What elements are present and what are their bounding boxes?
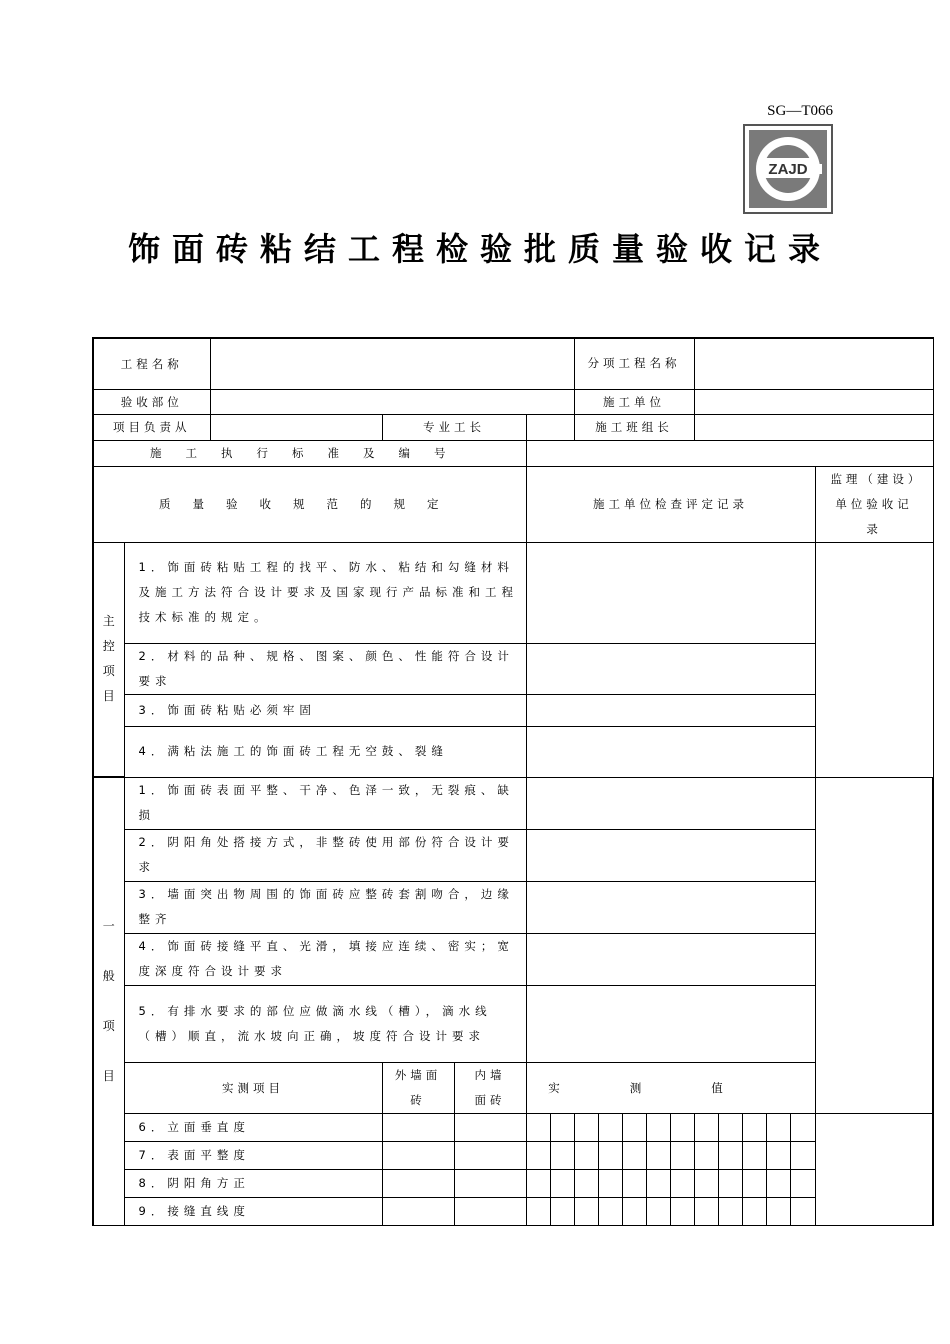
measure-row-1-inner[interactable] bbox=[454, 1113, 526, 1141]
value-cell[interactable] bbox=[790, 1197, 815, 1225]
general-item-3: 3．墙面突出物周围的饰面砖应整砖套割吻合，边缘整齐 bbox=[124, 881, 526, 933]
value-cell[interactable] bbox=[718, 1141, 742, 1169]
value-cell[interactable] bbox=[718, 1169, 742, 1197]
value-cell[interactable] bbox=[550, 1197, 574, 1225]
foreman-field[interactable] bbox=[526, 414, 574, 440]
value-cell[interactable] bbox=[622, 1141, 646, 1169]
value-cell[interactable] bbox=[790, 1169, 815, 1197]
value-cell[interactable] bbox=[670, 1113, 694, 1141]
standard-field[interactable] bbox=[526, 440, 933, 466]
value-cell[interactable] bbox=[598, 1197, 622, 1225]
value-cell[interactable] bbox=[670, 1169, 694, 1197]
project-name-field[interactable] bbox=[210, 338, 574, 389]
value-cell[interactable] bbox=[550, 1169, 574, 1197]
zajd-logo bbox=[743, 124, 833, 214]
team-leader-label: 施工班组长 bbox=[574, 414, 694, 440]
page-title: 饰面砖粘结工程检验批质量验收记录 bbox=[127, 230, 832, 268]
value-cell[interactable] bbox=[574, 1169, 598, 1197]
value-cell[interactable] bbox=[670, 1197, 694, 1225]
value-cell[interactable] bbox=[694, 1197, 718, 1225]
value-cell[interactable] bbox=[598, 1169, 622, 1197]
value-cell[interactable] bbox=[742, 1113, 766, 1141]
project-name-label: 工程名称 bbox=[93, 338, 210, 389]
value-cell[interactable] bbox=[622, 1197, 646, 1225]
outer-wall-header: 外墙面砖 bbox=[382, 1062, 454, 1113]
project-manager-field[interactable] bbox=[210, 414, 382, 440]
value-cell[interactable] bbox=[694, 1113, 718, 1141]
value-cell[interactable] bbox=[766, 1169, 790, 1197]
team-leader-field[interactable] bbox=[694, 414, 933, 440]
general-item-2: 2．阴阳角处搭接方式，非整砖使用部份符合设计要求 bbox=[124, 829, 526, 881]
general-label: 一般项目 bbox=[93, 777, 124, 1225]
general-check-3[interactable] bbox=[526, 881, 815, 933]
project-manager-label: 项目负责从 bbox=[93, 414, 210, 440]
value-cell[interactable] bbox=[526, 1141, 550, 1169]
value-cell[interactable] bbox=[742, 1169, 766, 1197]
measure-row-3: 8．阴阳角方正 bbox=[124, 1169, 382, 1197]
general-check-4[interactable] bbox=[526, 933, 815, 985]
main-control-item-3: 3．饰面砖粘贴必须牢固 bbox=[124, 694, 526, 726]
svg-text:ZAJD: ZAJD bbox=[768, 161, 808, 178]
value-cell[interactable] bbox=[790, 1113, 815, 1141]
subproject-field[interactable] bbox=[694, 338, 933, 389]
value-cell[interactable] bbox=[526, 1169, 550, 1197]
acceptance-part-field[interactable] bbox=[210, 389, 574, 414]
general-item-1: 1．饰面砖表面平整、干净、色泽一致，无裂痕、缺损 bbox=[124, 777, 526, 829]
general-check-5[interactable] bbox=[526, 985, 815, 1062]
value-cell[interactable] bbox=[550, 1141, 574, 1169]
measure-row-2-outer[interactable] bbox=[382, 1141, 454, 1169]
value-cell[interactable] bbox=[646, 1197, 670, 1225]
measure-row-3-inner[interactable] bbox=[454, 1169, 526, 1197]
general-item-4: 4．饰面砖接缝平直、光滑，填接应连续、密实；宽度深度符合设计要求 bbox=[124, 933, 526, 985]
main-control-check-1[interactable] bbox=[526, 542, 815, 643]
value-cell[interactable] bbox=[742, 1197, 766, 1225]
value-cell[interactable] bbox=[718, 1197, 742, 1225]
main-control-check-2[interactable] bbox=[526, 643, 815, 694]
inner-wall-header: 内墙面砖 bbox=[454, 1062, 526, 1113]
value-cell[interactable] bbox=[670, 1141, 694, 1169]
standard-label: 施工执行标准及编号 bbox=[93, 440, 526, 466]
value-cell[interactable] bbox=[598, 1141, 622, 1169]
value-cell[interactable] bbox=[622, 1169, 646, 1197]
value-cell[interactable] bbox=[526, 1113, 550, 1141]
value-cell[interactable] bbox=[574, 1141, 598, 1169]
measure-row-4-inner[interactable] bbox=[454, 1197, 526, 1225]
value-cell[interactable] bbox=[598, 1113, 622, 1141]
value-cell[interactable] bbox=[646, 1113, 670, 1141]
value-cell[interactable] bbox=[646, 1141, 670, 1169]
inspection-form bbox=[92, 337, 934, 1226]
general-check-1[interactable] bbox=[526, 777, 815, 829]
measure-row-2-inner[interactable] bbox=[454, 1141, 526, 1169]
value-cell[interactable] bbox=[574, 1113, 598, 1141]
construction-unit-label: 施工单位 bbox=[574, 389, 694, 414]
general-item-5: 5．有排水要求的部位应做滴水线（槽），滴水线（槽）顺直，流水坡向正确，坡度符合设计要求 bbox=[124, 985, 526, 1062]
measure-row-4-outer[interactable] bbox=[382, 1197, 454, 1225]
main-control-item-4: 4．满粘法施工的饰面砖工程无空鼓、裂缝 bbox=[124, 726, 526, 777]
value-cell[interactable] bbox=[694, 1169, 718, 1197]
main-control-supervision[interactable] bbox=[815, 542, 933, 777]
measure-row-1-outer[interactable] bbox=[382, 1113, 454, 1141]
construction-unit-field[interactable] bbox=[694, 389, 933, 414]
value-cell[interactable] bbox=[550, 1113, 574, 1141]
measure-row-1: 6．立面垂直度 bbox=[124, 1113, 382, 1141]
value-cell[interactable] bbox=[718, 1113, 742, 1141]
main-control-label: 主控项目 bbox=[93, 542, 124, 777]
value-cell[interactable] bbox=[622, 1113, 646, 1141]
subproject-label: 分项工程名称 bbox=[574, 338, 694, 389]
value-cell[interactable] bbox=[766, 1197, 790, 1225]
value-cell[interactable] bbox=[742, 1141, 766, 1169]
measure-row-3-outer[interactable] bbox=[382, 1169, 454, 1197]
check-record-label: 施工单位检查评定记录 bbox=[526, 466, 815, 542]
general-check-2[interactable] bbox=[526, 829, 815, 881]
acceptance-part-label: 验收部位 bbox=[93, 389, 210, 414]
value-cell[interactable] bbox=[646, 1169, 670, 1197]
measured-value-header: 实测值 bbox=[526, 1062, 815, 1113]
measure-row-4: 9．接缝直线度 bbox=[124, 1197, 382, 1225]
foreman-label: 专业工长 bbox=[382, 414, 526, 440]
main-control-check-3[interactable] bbox=[526, 694, 815, 726]
supervision-label: 监理（建设）单位验收记录 bbox=[815, 466, 933, 542]
spec-label: 质量验收规范的规定 bbox=[93, 466, 526, 542]
value-cell[interactable] bbox=[694, 1141, 718, 1169]
value-cell[interactable] bbox=[766, 1113, 790, 1141]
measure-row-2: 7．表面平整度 bbox=[124, 1141, 382, 1169]
main-control-check-4[interactable] bbox=[526, 726, 815, 777]
main-control-item-1: 1．饰面砖粘贴工程的找平、防水、粘结和勾缝材料及施工方法符合设计要求及国家现行产品标准和工程技术标准的规定。 bbox=[124, 542, 526, 643]
value-cell[interactable] bbox=[526, 1197, 550, 1225]
value-cell[interactable] bbox=[790, 1141, 815, 1169]
value-cell[interactable] bbox=[766, 1141, 790, 1169]
value-cell[interactable] bbox=[574, 1197, 598, 1225]
measure-item-header: 实测项目 bbox=[124, 1062, 382, 1113]
document-code: SG—T066 bbox=[767, 103, 833, 119]
general-supervision[interactable] bbox=[815, 777, 933, 1113]
measure-supervision[interactable] bbox=[815, 1113, 933, 1225]
main-control-item-2: 2．材料的品种、规格、图案、颜色、性能符合设计要求 bbox=[124, 643, 526, 694]
